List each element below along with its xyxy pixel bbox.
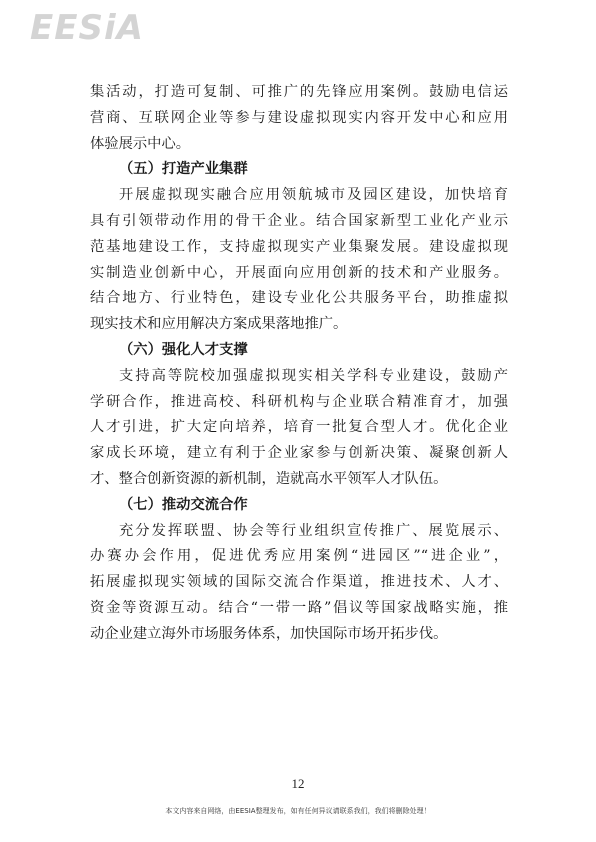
text-line: 拓展虚拟现实领域的国际交流合作渠道，推进技术、人才、 bbox=[90, 574, 508, 591]
text-line: 充分发挥联盟、协会等行业组织宣传推广、展览展示、 bbox=[119, 522, 508, 539]
text-line: 学研合作，推进高校、科研机构与企业联合精准育才，加强 bbox=[90, 393, 508, 410]
footer-disclaimer: 本文内容来自网络，由EESIA整理发布，如有任何异议请联系我们，我们将删除处理！ bbox=[165, 807, 431, 815]
text-line: 现实技术和应用解决方案成果落地推广。 bbox=[90, 316, 348, 333]
text-line: 具有引领带动作用的骨干企业。结合国家新型工业化产业示 bbox=[90, 212, 508, 229]
paragraph-4 bbox=[90, 519, 508, 648]
text-line: 营商、互联网企业等参与建设虚拟现实内容开发中心和应用 bbox=[90, 109, 508, 126]
text-line: 家成长环境，建立有利于企业家参与创新决策、凝聚创新人 bbox=[90, 445, 508, 462]
text-line: 实制造业创新中心，开展面向应用创新的技术和产业服务。 bbox=[90, 264, 508, 281]
text-line: 支持高等院校加强虚拟现实相关学科专业建设，鼓励产 bbox=[119, 367, 508, 384]
text-line: 人才引进，扩大定向培养，培育一批复合型人才。优化企业 bbox=[90, 419, 508, 436]
section-heading-5: （五）打造产业集群 bbox=[119, 161, 248, 178]
text-line: 动企业建立海外市场服务体系，加快国际市场开拓步伐。 bbox=[90, 625, 448, 642]
text-line: 办赛办会作用，促进优秀应用案例“进园区”“进企业”， bbox=[90, 548, 508, 565]
document-body bbox=[90, 80, 508, 648]
section-heading-7: （七）推动交流合作 bbox=[119, 496, 248, 513]
text-line: 才、整合创新资源的新机制，造就高水平领军人才队伍。 bbox=[90, 470, 448, 487]
page-number: 12 bbox=[291, 776, 305, 791]
paragraph-3 bbox=[90, 364, 508, 493]
paragraph-1 bbox=[90, 80, 508, 157]
text-line: 集活动，打造可复制、可推广的先锋应用案例。鼓励电信运 bbox=[90, 84, 508, 100]
text-line: 范基地建设工作，支持虚拟现实产业集聚发展。建设虚拟现 bbox=[90, 238, 508, 255]
text-line: 结合地方、行业特色，建设专业化公共服务平台，助推虚拟 bbox=[90, 290, 508, 307]
paragraph-2 bbox=[90, 183, 508, 338]
text-line: 开展虚拟现实融合应用领航城市及园区建设，加快培育 bbox=[119, 187, 508, 204]
text-line: 资金等资源互动。结合“一带一路”倡议等国家战略实施，推 bbox=[90, 599, 508, 616]
eesia-logo: EESiA bbox=[30, 8, 144, 48]
text-line: 体验展示中心。 bbox=[90, 135, 191, 152]
section-heading-6: （六）强化人才支撑 bbox=[119, 341, 248, 358]
